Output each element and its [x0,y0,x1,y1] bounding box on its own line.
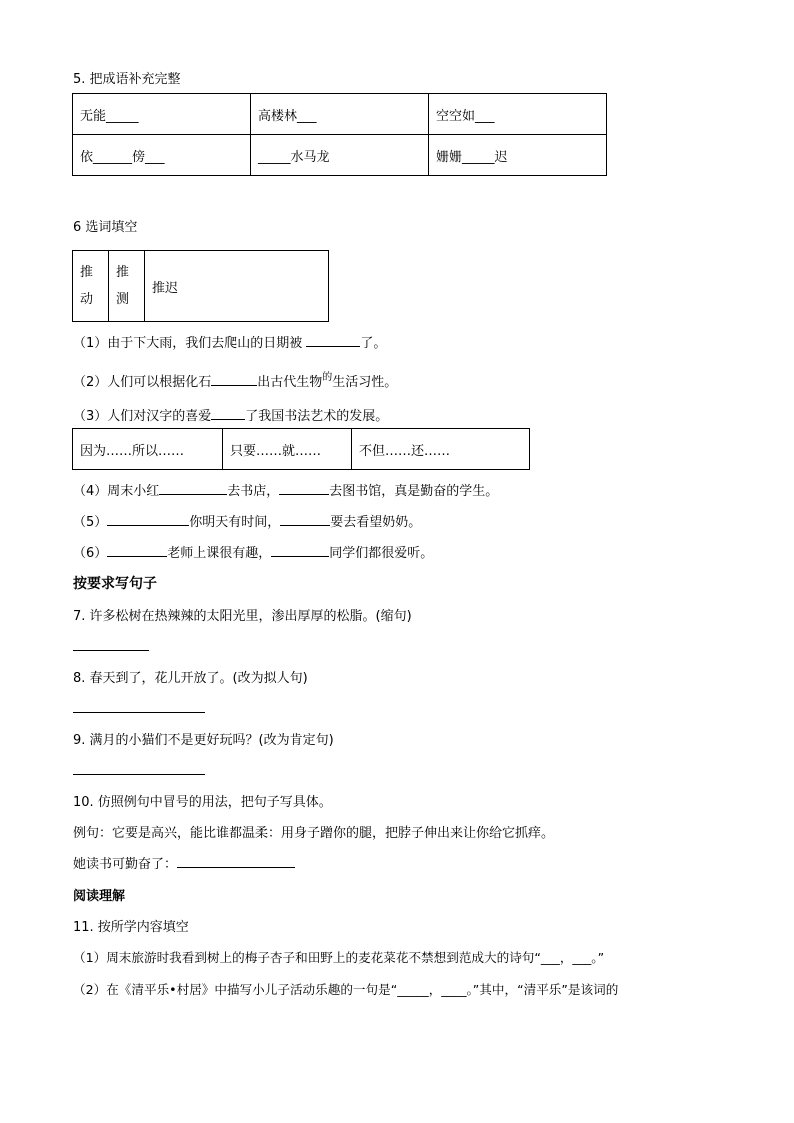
answer-blank[interactable] [271,544,329,557]
q7-text: 7. 许多松树在热辣辣的太阳光里，渗出厚厚的松脂。(缩句) [73,609,412,624]
q11-line-1: （1）周末旅游时我看到树上的梅子杏子和田野上的麦花菜花不禁想到范成大的诗句“___，___。” [73,950,605,965]
answer-blank[interactable] [107,544,167,557]
answer-blank[interactable] [306,334,360,347]
answer-blank[interactable]: ___ [572,950,592,965]
q9-text: 9. 满月的小猫们不是更好玩吗？(改为肯定句) [73,733,334,748]
q7-answer-line[interactable] [73,650,149,651]
q8-text: 8. 春天到了，花儿开放了。(改为拟人句) [73,671,308,686]
idiom-cell[interactable]: 依______傍___ [73,135,251,176]
q6-sentence-1: （1）由于下大雨，我们去爬山的日期被 了。 [73,336,387,351]
conjunction-option: 只要……就…… [223,429,352,470]
q6-sentence-5: （5） 你明天有时间， 要去看望奶奶。 [73,515,422,530]
q6-sentence-6: （6） 老师上课很有趣， 同学们都很爱听。 [73,546,434,561]
section-heading-write: 按要求写句子 [73,576,157,592]
answer-blank[interactable] [211,407,245,420]
answer-blank[interactable] [279,482,329,495]
q6-sentence-3: （3）人们对汉字的喜爱 了我国书法艺术的发展。 [73,409,389,424]
section-heading-read: 阅读理解 [73,889,126,904]
q6-title: 6 选词填空 [73,220,138,235]
word-option: 推 动 [73,251,109,322]
conjunction-option: 不但……还…… [352,429,530,470]
q6-sentence-2: （2）人们可以根据化石 出古代生物$^的$生活习性。 [73,372,398,390]
q9-answer-line[interactable] [73,774,205,775]
answer-blank[interactable]: _____ [397,982,429,997]
word-option: 推 测 [109,251,145,322]
answer-blank[interactable] [177,855,295,868]
q6-word-box [72,250,329,322]
q10-prompt: 她读书可勤奋了： [73,853,295,872]
answer-blank[interactable]: ____ [441,982,467,997]
answer-blank[interactable] [107,513,189,526]
answer-blank[interactable]: ___ [540,950,560,965]
answer-blank[interactable] [159,482,227,495]
idiom-cell[interactable]: 高楼林___ [251,94,429,135]
q10-example: 例句：它要是高兴，能比谁都温柔：用身子蹭你的腿，把脖子伸出来让你给它抓痒。 [73,826,555,841]
idiom-cell[interactable]: 无能_____ [73,94,251,135]
q8-answer-line[interactable] [73,712,205,713]
q11-title: 11. 按所学内容填空 [73,920,189,935]
q5-idiom-table [72,93,607,176]
answer-blank[interactable] [280,513,330,526]
idiom-cell[interactable]: _____水马龙 [251,135,429,176]
idiom-cell[interactable]: 空空如___ [429,94,607,135]
conjunction-option: 因为……所以…… [73,429,223,470]
q10-title: 10. 仿照例句中冒号的用法，把句子写具体。 [73,795,332,810]
q6-sentence-4: （4）周末小红 去书店， 去图书馆，真是勤奋的学生。 [73,484,499,499]
q5-title: 5. 把成语补充完整 [73,72,181,87]
q6-conjunction-box [72,428,530,470]
word-option: 推迟 [145,251,329,322]
idiom-cell[interactable]: 姗姗_____迟 [429,135,607,176]
answer-blank[interactable] [211,373,257,386]
q11-line-2: （2）在《清平乐•村居》中描写小儿子活动乐趣的一句是“_____，____。”其中，“清平乐”是该词的 [73,982,619,997]
